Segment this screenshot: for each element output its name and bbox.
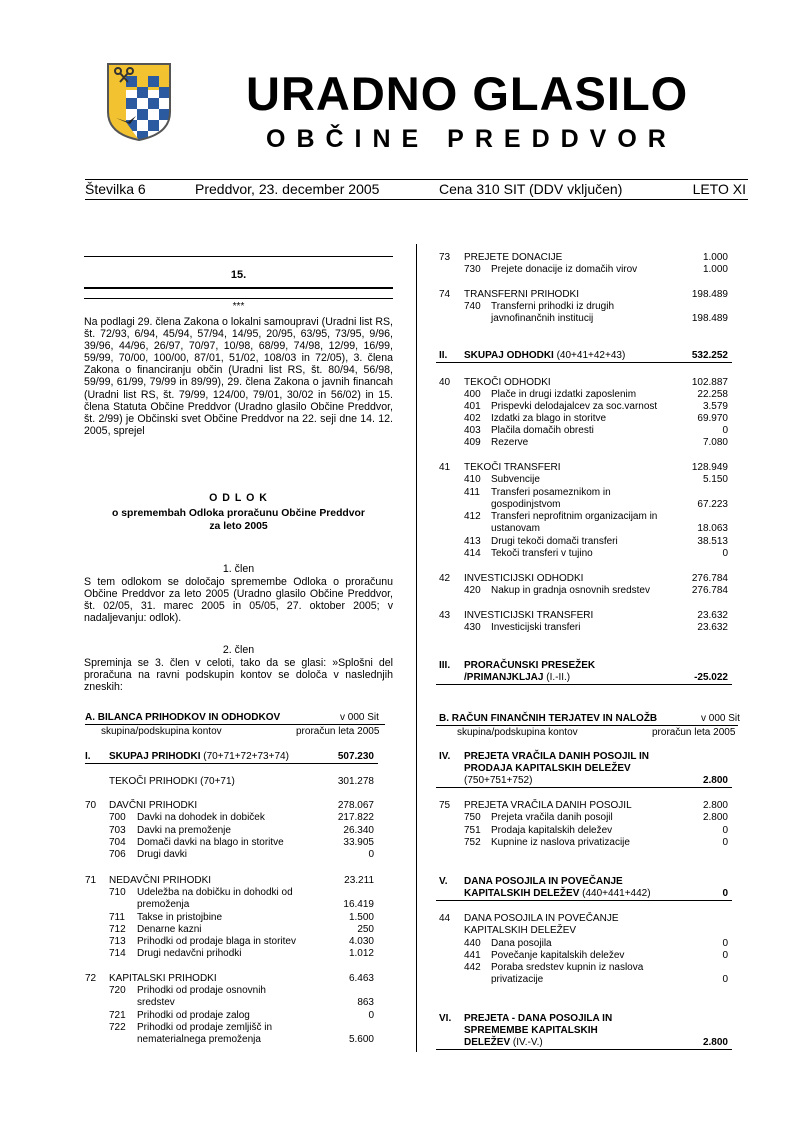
row-label: Davki na dohodek in dobiček	[137, 812, 265, 823]
row-label: PREJETE DONACIJE	[464, 252, 563, 263]
row-code: 412	[464, 511, 481, 522]
row-code: IV.	[439, 751, 451, 762]
row-label: Plačila domačih obresti	[491, 425, 594, 436]
row-value: 0	[722, 888, 728, 899]
row-label: Prejeta vračila danih posojil	[491, 812, 613, 823]
row-value: 507.230	[337, 751, 374, 762]
row-code: 700	[109, 812, 126, 823]
row-code: I.	[85, 751, 91, 762]
row-value: 16.419	[343, 899, 374, 910]
row-value: 0	[722, 548, 728, 559]
row-label: Prihodki od prodaje blaga in storitev	[137, 936, 296, 947]
row-code: 710	[109, 887, 126, 898]
row-value: 7.080	[702, 437, 728, 448]
row-value: -25.022	[694, 672, 728, 683]
table-b-col1-header: skupina/podskupina kontov	[457, 727, 578, 738]
row-label-formula: (IV.-V.)	[510, 1037, 543, 1048]
row-value: 2.800	[702, 800, 728, 811]
table-b-title: B. RAČUN FINANČNIH TERJATEV IN NALOŽB	[439, 713, 658, 724]
table-a-title: A. BILANCA PRIHODKOV IN ODHODKOV	[85, 712, 281, 723]
row-label: Udeležba na dobičku in dohodki od	[137, 887, 293, 898]
row-value: 23.632	[697, 610, 728, 621]
row-code: 751	[464, 825, 481, 836]
row-value: 301.278	[337, 776, 374, 787]
row-label-cont: privatizacije	[491, 974, 544, 985]
row-code: II.	[439, 350, 448, 361]
row-code: 712	[109, 924, 126, 935]
row-label: Investicijski transferi	[491, 622, 581, 633]
row-label: Transferni prihodki iz drugih	[491, 301, 615, 312]
row-value: 1.000	[702, 252, 728, 263]
row-label-cont: nematerialnega premoženja	[137, 1034, 261, 1045]
row-label-cont: ustanovam	[491, 523, 540, 534]
row-label: INVESTICIJSKI ODHODKI	[464, 573, 584, 584]
row-label: Plače in drugi izdatki zaposlenim	[491, 389, 637, 400]
article-1-text: S tem odlokom se določajo spremembe Odloka o proračunu Občine Preddvor za leto 2005 (Uradno glasilo Občine Preddvor, št. 02/05, 31. marec 2005 in 05/05, 27. oktober 2005; v nadaljevanju: odlok).	[84, 576, 393, 625]
odlok-title: O D L O K	[209, 492, 268, 504]
row-code: 401	[464, 401, 481, 412]
row-code: 403	[464, 425, 481, 436]
row-label: Prihodki od prodaje zemljišč in	[137, 1022, 273, 1033]
row-value: 102.887	[691, 377, 728, 388]
row-code: 72	[85, 973, 97, 984]
row-label: PREJETA VRAČILA DANIH POSOJIL IN	[464, 751, 650, 762]
row-value: 0	[722, 974, 728, 985]
row-label-formula: (40+41+42+43)	[553, 350, 626, 361]
row-label: Prejete donacije iz domačih virov	[491, 264, 638, 275]
table-b-header-rule	[436, 725, 738, 726]
row-label: DAVČNI PRIHODKI	[109, 800, 198, 811]
row-code: 740	[464, 301, 481, 312]
row-value: 4.030	[348, 936, 374, 947]
row-value: 0	[722, 950, 728, 961]
row-code: 714	[109, 948, 126, 959]
row-code: 43	[439, 610, 451, 621]
column-divider	[416, 244, 417, 1052]
row-value: 276.784	[691, 573, 728, 584]
row-label: Drugi nedavčni prihodki	[137, 948, 242, 959]
row-label-cont: gospodinjstvom	[491, 499, 561, 510]
row-label-cont: SPREMEMBE KAPITALSKIH	[464, 1025, 598, 1036]
issue-info-bar	[85, 179, 748, 200]
row-value: 67.223	[697, 499, 728, 510]
table-b-unit: v 000 Sit	[701, 713, 740, 724]
row-label: Poraba sredstev kupnin iz naslova	[491, 962, 644, 973]
row-code: VI.	[439, 1013, 452, 1024]
total-row-rule	[436, 787, 732, 788]
row-code: 720	[109, 985, 126, 996]
row-label: Dana posojila	[491, 938, 552, 949]
row-code: 400	[464, 389, 481, 400]
row-code: 442	[464, 962, 481, 973]
row-code: 703	[109, 825, 126, 836]
row-label: DANA POSOJILA IN POVEČANJE	[464, 876, 623, 887]
row-label: TEKOČI ODHODKI	[464, 377, 551, 388]
row-value: 217.822	[337, 812, 374, 823]
issue-number: Številka 6	[85, 181, 146, 197]
row-label-cont: javnofinančnih institucij	[491, 313, 594, 324]
row-code: 752	[464, 837, 481, 848]
row-label: Prihodki od prodaje zalog	[137, 1010, 250, 1021]
preamble-text: Na podlagi 29. člena Zakona o lokalni samoupravi (Uradni list RS, št. 72/93, 6/94, 45/94, 57/94, 14/95, 20/95, 63/95, 73/95, 9/96, 39/96, 44/96, 26/97, 70/97, 10/98, 68/99, 74/98, 12/99, 16/99, 59/99, 70/00, 100/00, 87/01, 51/02, 108/03 in 72/05), 3. člena Zakona o financiranju občin (Uradni list RS, št. 80/94, 56/98, 59/99, 61/99, 79/99 in 89/99), 29. člena Zakona o javnih financah (Uradni list RS, št. 79/99, 124/00, 79/01, 30/02 in 56/02) in 15. člena Statuta Občine Preddvor (Uradno glasilo Občine Preddvor, št. 2/99) je Občinski svet Občine Preddvor na 22. seji dne 14. 12. 2005, sprejel	[84, 316, 393, 437]
row-label-cont: PRODAJA KAPITALSKIH DELEŽEV	[464, 763, 631, 774]
row-value: 3.579	[702, 401, 728, 412]
row-code: 721	[109, 1010, 126, 1021]
row-value: 1.500	[348, 912, 374, 923]
row-value: 198.489	[691, 313, 728, 324]
row-code: 704	[109, 837, 126, 848]
row-label: PREJETA - DANA POSOJILA IN	[464, 1013, 613, 1024]
row-code: 414	[464, 548, 481, 559]
row-label: Povečanje kapitalskih deležev	[491, 950, 625, 961]
row-value: 5.600	[348, 1034, 374, 1045]
row-code: 750	[464, 812, 481, 823]
row-label: Prihodki od prodaje osnovnih	[137, 985, 266, 996]
issue-year: LETO XI	[692, 181, 746, 197]
row-value: 128.949	[691, 462, 728, 473]
row-value: 2.800	[702, 1037, 728, 1048]
row-label-formula: (440+441+442)	[579, 888, 651, 899]
row-code: 730	[464, 264, 481, 275]
row-label: Transferi posameznikom in	[491, 487, 611, 498]
row-code: 40	[439, 377, 451, 388]
row-label: Davki na premoženje	[137, 825, 231, 836]
municipal-crest-logo	[106, 62, 172, 142]
article-1-title: 1. člen	[222, 563, 255, 575]
row-value: 0	[722, 825, 728, 836]
row-value: 0	[368, 849, 374, 860]
row-code: 430	[464, 622, 481, 633]
row-code: 713	[109, 936, 126, 947]
row-code: V.	[439, 876, 448, 887]
table-b-col2-header: proračun leta 2005	[652, 727, 736, 738]
row-code: 74	[439, 289, 451, 300]
row-value: 6.463	[348, 973, 374, 984]
row-label: TEKOČI TRANSFERI	[464, 462, 561, 473]
total-row-rule	[436, 684, 732, 685]
total-row-rule	[85, 763, 378, 764]
row-value: 278.067	[337, 800, 374, 811]
row-code: 711	[109, 912, 125, 923]
row-code: 75	[439, 800, 451, 811]
row-value: 0	[722, 425, 728, 436]
row-code: 41	[439, 462, 451, 473]
issue-date: Preddvor, 23. december 2005	[195, 181, 380, 197]
row-label-cont: DELEŽEV (IV.-V.)	[464, 1037, 543, 1048]
row-label-cont: (750+751+752)	[464, 775, 533, 786]
row-label: Drugi davki	[137, 849, 188, 860]
row-label: Prispevki delodajalcev za soc.varnost	[491, 401, 658, 412]
total-row-rule	[436, 362, 732, 363]
row-value: 23.211	[344, 875, 374, 886]
row-label: Denarne kazni	[137, 924, 202, 935]
row-value: 18.063	[697, 523, 728, 534]
row-label: TRANSFERNI PRIHODKI	[464, 289, 580, 300]
row-label: Domači davki na blago in storitve	[137, 837, 284, 848]
row-label-cont: KAPITALSKIH DELEŽEV (440+441+442)	[464, 888, 651, 899]
issue-price: Cena 310 SIT (DDV vključen)	[439, 181, 623, 197]
row-code: 706	[109, 849, 126, 860]
separator-line	[84, 298, 393, 299]
row-code: 420	[464, 585, 481, 596]
table-a-unit: v 000 Sit	[340, 712, 379, 723]
row-label-cont: premoženja	[137, 899, 190, 910]
row-code: 409	[464, 437, 481, 448]
row-label: TEKOČI PRIHODKI (70+71)	[109, 776, 235, 787]
row-value: 863	[357, 997, 374, 1008]
row-code: 411	[464, 487, 480, 498]
section-number: 15.	[230, 269, 247, 281]
stars-separator: ***	[232, 301, 245, 312]
row-value: 250	[357, 924, 374, 935]
row-value: 5.150	[702, 474, 728, 485]
table-a-col1-header: skupina/podskupina kontov	[101, 726, 222, 737]
row-label-cont: sredstev	[137, 997, 175, 1008]
row-code: 402	[464, 413, 481, 424]
odlok-subtitle-1: o spremembah Odloka proračunu Občine Preddvor	[112, 508, 365, 519]
row-value: 23.632	[697, 622, 728, 633]
row-value: 2.800	[702, 775, 728, 786]
article-2-text: Spreminja se 3. člen v celoti, tako da se glasi: »Splošni del proračuna na ravni podskupin kontov se določa v naslednjih zneskih:	[84, 657, 393, 694]
row-label: DANA POSOJILA IN POVEČANJE	[464, 913, 619, 924]
row-label: Nakup in gradnja osnovnih sredstev	[491, 585, 650, 596]
row-label: NEDAVČNI PRIHODKI	[109, 875, 212, 886]
row-code: 71	[85, 875, 97, 886]
row-label: Rezerve	[491, 437, 529, 448]
row-code: 440	[464, 938, 481, 949]
row-label: SKUPAJ PRIHODKI (70+71+72+73+74)	[109, 751, 289, 762]
row-code: 441	[464, 950, 481, 961]
masthead-title: URADNO GLASILO	[246, 67, 689, 120]
total-row-rule	[436, 900, 732, 901]
row-label: INVESTICIJSKI TRANSFERI	[464, 610, 594, 621]
row-label: Takse in pristojbine	[137, 912, 223, 923]
row-code: 73	[439, 252, 451, 263]
row-label: PREJETA VRAČILA DANIH POSOJIL	[464, 800, 632, 811]
row-code: 70	[85, 800, 97, 811]
row-value: 22.258	[697, 389, 728, 400]
row-label: SKUPAJ ODHODKI (40+41+42+43)	[464, 350, 626, 361]
row-value: 38.513	[697, 536, 728, 547]
row-value: 2.800	[702, 812, 728, 823]
masthead-subtitle: OBČINE PREDDVOR	[266, 125, 677, 153]
row-label: Tekoči transferi v tujino	[491, 548, 593, 559]
article-2-title: 2. člen	[222, 644, 255, 656]
row-value: 0	[368, 1010, 374, 1021]
row-label-cont: /PRIMANJKLJAJ (I.-II.)	[464, 672, 571, 683]
row-value: 26.340	[343, 825, 374, 836]
row-code: 44	[439, 913, 451, 924]
table-a-header-rule	[85, 724, 385, 725]
row-value: 276.784	[691, 585, 728, 596]
row-label: KAPITALSKI PRIHODKI	[109, 973, 217, 984]
row-value: 198.489	[691, 289, 728, 300]
row-label: Prodaja kapitalskih deležev	[491, 825, 613, 836]
row-code: 413	[464, 536, 481, 547]
total-row-rule	[436, 1049, 732, 1050]
row-value: 1.000	[702, 264, 728, 275]
row-value: 1.012	[348, 948, 374, 959]
row-label-cont: KAPITALSKIH DELEŽEV	[464, 925, 577, 936]
table-a-col2-header: proračun leta 2005	[296, 726, 380, 737]
row-code: III.	[439, 660, 451, 671]
row-label: Drugi tekoči domači transferi	[491, 536, 618, 547]
row-label: Transferi neprofitnim organizacijam in	[491, 511, 658, 522]
row-value: 0	[722, 938, 728, 949]
row-value: 69.970	[697, 413, 728, 424]
row-label: Izdatki za blago in storitve	[491, 413, 607, 424]
row-code: 42	[439, 573, 451, 584]
row-value: 0	[722, 837, 728, 848]
row-value: 532.252	[691, 350, 728, 361]
row-label: Subvencije	[491, 474, 540, 485]
row-label-formula: (I.-II.)	[543, 672, 571, 683]
row-code: 722	[109, 1022, 126, 1033]
odlok-subtitle-2: za leto 2005	[209, 521, 268, 532]
row-value: 33.905	[343, 837, 374, 848]
row-label: Kupnine iz naslova privatizacije	[491, 837, 630, 848]
row-label-formula: (70+71+72+73+74)	[200, 751, 289, 762]
section-number-box	[84, 256, 393, 289]
row-code: 410	[464, 474, 481, 485]
row-label: PRORAČUNSKI PRESEŽEK	[464, 660, 596, 671]
